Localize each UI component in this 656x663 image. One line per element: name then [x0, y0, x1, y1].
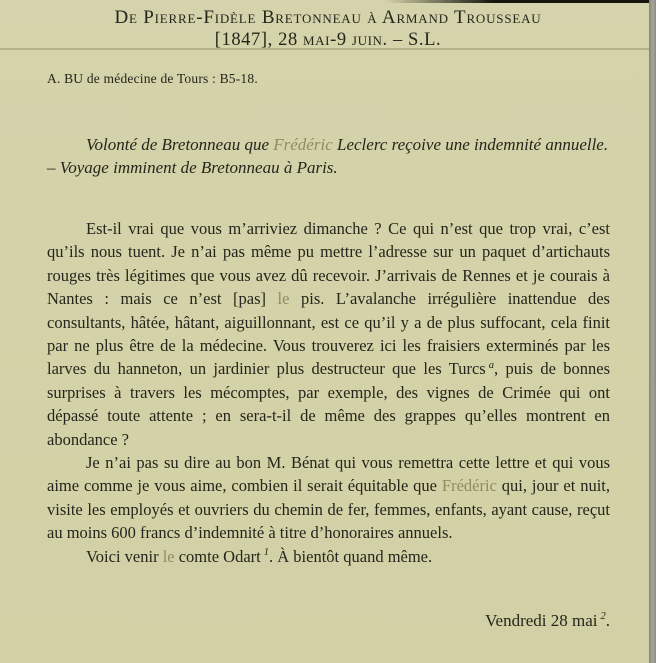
- letter-body: [47, 217, 610, 568]
- paragraph-3: [47, 545, 610, 568]
- linked-name[interactable]: Frédéric: [441, 476, 497, 496]
- scan-right-edge: [649, 0, 656, 663]
- linked-name[interactable]: Frédéric: [273, 135, 333, 154]
- divider-rule: [0, 48, 656, 50]
- letter-dateline: [485, 611, 610, 631]
- letter-header: [0, 0, 656, 50]
- source-note: A. BU de médecine de Tours : B5-18.: [47, 71, 258, 86]
- text-run: Volonté de Bretonneau que: [86, 135, 274, 154]
- paragraph-2: [47, 451, 610, 545]
- text-run: qui, jour et nuit, visite les employés et ouvriers du chemin de fer, femmes, enfants, ayant cause, reçut au moins 600 francs d’indemnité à titre d’honoraires annuels.: [47, 476, 610, 543]
- scan-top-line: [385, 0, 656, 3]
- text-run: .: [605, 611, 610, 630]
- text-run: Je n’ai pas su dire au bon M. Bénat qui vous remettra cette lettre et qui vous aime comme je vous aime, combien il serait équitable que: [47, 453, 610, 496]
- note-ref[interactable]: 2: [600, 611, 606, 623]
- linked-name[interactable]: le: [162, 546, 175, 566]
- text-run: , puis de bonnes surprises à travers les mécomptes, par exemple, des vignes de Crimée qui ont dépassé toute attente ; en sera-t-il de même des grappes qu’elles montrent en abondance ?: [47, 359, 610, 449]
- text-run: Est-il vrai que vous m’arriviez dimanche ? Ce qui n’est que trop vrai, c’est qu’ils nous tuent. Je n’ai pas même pu mettre l’adresse sur un paquet d’artichauts rouges très légitimes que vous avez dû recevoir. J’arrivais de Rennes et je courais à Nantes : mais ce n’est [pas]: [47, 219, 610, 309]
- header-title: De Pierre-Fidèle Bretonneau à Armand Trousseau: [114, 7, 542, 28]
- linked-name[interactable]: le: [277, 289, 290, 309]
- text-run: Vendredi 28 mai: [485, 611, 598, 630]
- text-run: Leclerc reçoive une indemnité annuelle. – Voyage imminent de Bretonneau à Paris.: [47, 135, 609, 177]
- header-date-line: [1847], 28 mai-9 juin. – S.L.: [214, 30, 442, 50]
- text-run: . À bientôt quand même.: [269, 546, 433, 566]
- summary-text: [47, 133, 610, 179]
- note-ref[interactable]: a: [488, 359, 494, 371]
- text-run: Voici venir: [86, 546, 163, 566]
- paragraph-1: [47, 217, 610, 451]
- note-ref[interactable]: 1: [263, 547, 269, 559]
- text-run: pis. L’avalanche irrégulière inattendue des consultants, hâtée, hâtant, aiguillonnant, est ce qu’il y a de plus suffocant, cela finit par ne plus être de la médecine. Vous trouverez ici les fraisiers exterminés par les larves du hanneton, un jardinier plus destructeur que les Turcs: [47, 289, 610, 379]
- text-run: comte Odart: [174, 546, 261, 566]
